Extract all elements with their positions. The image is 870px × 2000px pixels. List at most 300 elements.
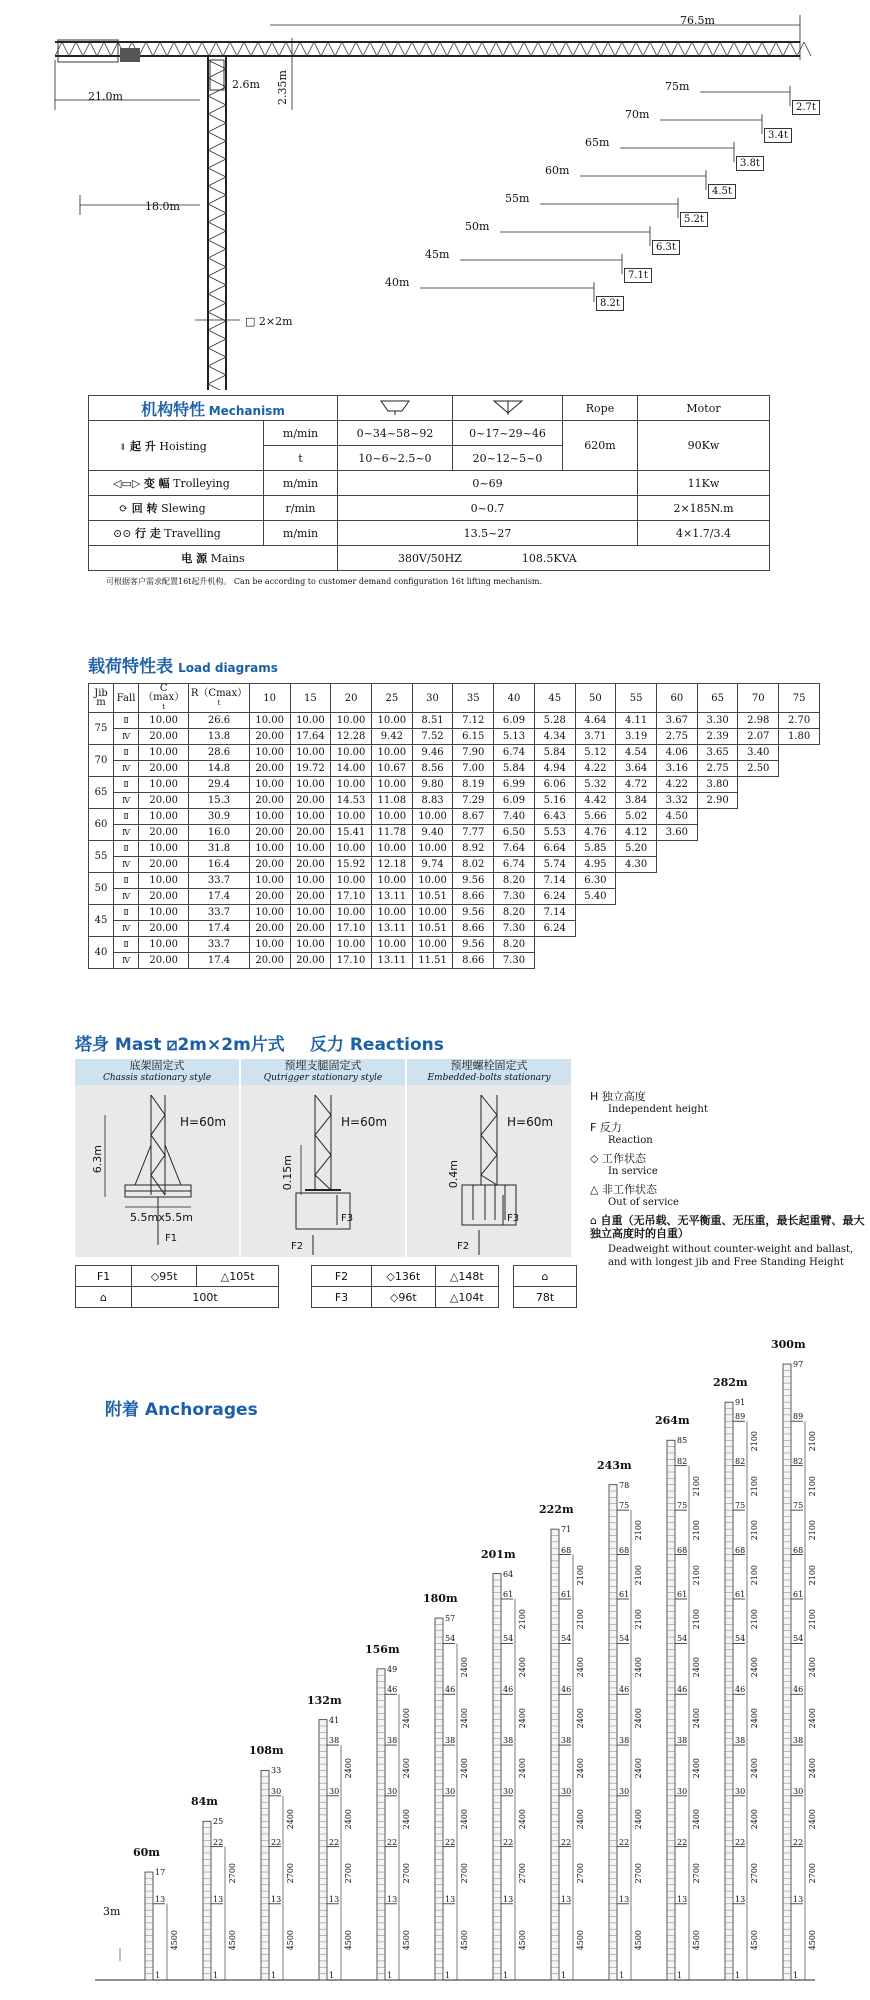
tie-gap: 2100	[692, 1475, 701, 1497]
radius-header: 55	[616, 684, 657, 713]
hoisting-b-speed: 0~17~29~46	[453, 421, 563, 446]
tie-section: 13	[155, 1894, 166, 1904]
load-cell: 10.00	[249, 905, 290, 921]
tie-gap: 2100	[808, 1475, 817, 1497]
load-cell: 5.84	[494, 761, 535, 777]
table-row	[89, 873, 820, 889]
mechanism-title-cn: 机构特性	[141, 399, 206, 419]
hoisting-b-load: 20~12~5~0	[453, 446, 563, 471]
rx3-weight: 78t	[514, 1287, 577, 1308]
tie-section: 54	[503, 1634, 514, 1644]
tie-section: 38	[445, 1736, 456, 1746]
load-cell: 10.00	[412, 809, 453, 825]
load-cell: 20.00	[290, 921, 331, 937]
mast-title: 塔身 Mast	[75, 1035, 162, 1055]
load-cell: 5.13	[494, 729, 535, 745]
tie-section: 38	[619, 1736, 630, 1746]
load-cell: 10.67	[371, 761, 412, 777]
tie-section: 30	[735, 1786, 746, 1796]
load-cell: 13.11	[371, 921, 412, 937]
load-cell: 10.00	[371, 873, 412, 889]
legend-cn: 工作状态	[601, 1152, 646, 1165]
load-cell: 13.8	[189, 729, 250, 745]
load-cell: Ⅳ	[114, 761, 139, 777]
load-cell: 6.09	[494, 713, 535, 729]
tie-section: 38	[677, 1736, 688, 1746]
tie-section: 22	[793, 1837, 804, 1847]
travelling-motor: 4×1.7/3.4	[638, 521, 770, 546]
legend-item	[590, 1090, 865, 1116]
load-cell: 14.00	[331, 761, 372, 777]
load-cell: 2.07	[738, 729, 779, 745]
tie-gap: 4500	[402, 1929, 411, 1951]
load-cell: 10.00	[331, 841, 372, 857]
mechanism-table	[88, 395, 770, 571]
tie-section: 61	[619, 1590, 630, 1599]
load-cell: 12.18	[371, 857, 412, 873]
hoisting-unit-speed: m/min	[264, 421, 338, 446]
load-cell: 3.80	[697, 777, 738, 793]
tie-gap: 2400	[692, 1758, 701, 1779]
tie-gap: 4500	[634, 1929, 643, 1951]
load-cell: 8.20	[494, 937, 535, 953]
outrigger-drawing	[241, 1085, 405, 1257]
cmax-unit: t	[162, 703, 166, 711]
load-cell: 20.00	[139, 793, 189, 809]
radius-header: 15	[290, 684, 331, 713]
cap-load-4: 5.2t	[680, 212, 708, 227]
tower-height: 108m	[249, 1744, 284, 1758]
load-cell: 9.40	[412, 825, 453, 841]
tie-gap: 2700	[808, 1863, 817, 1884]
tower-height: 222m	[539, 1503, 574, 1517]
mast-section-label: □ 2×2m	[245, 315, 293, 328]
tie-section: 54	[445, 1634, 456, 1644]
load-cell: 6.15	[453, 729, 494, 745]
radius-header: 20	[331, 684, 372, 713]
load-cell: 4.22	[575, 761, 616, 777]
load-cell: 10.00	[331, 809, 372, 825]
load-cell: 5.66	[575, 809, 616, 825]
slewing-value: 0~0.7	[338, 496, 638, 521]
load-cell: 10.00	[412, 937, 453, 953]
radius-header: 70	[738, 684, 779, 713]
load-cell: 6.43	[534, 809, 575, 825]
load-cell: 7.40	[494, 809, 535, 825]
tie-gap: 2100	[750, 1431, 759, 1452]
jib-length-label: 76.5m	[680, 14, 715, 27]
load-cell: 17.4	[189, 921, 250, 937]
tie-section: 22	[503, 1837, 514, 1847]
bolts-f2: F2	[457, 1241, 470, 1252]
rx1-f1: F1	[76, 1266, 132, 1287]
load-cell: Ⅳ	[114, 953, 139, 969]
load-cell: 8.66	[453, 953, 494, 969]
load-cell: 3.71	[575, 729, 616, 745]
load-cell: 9.56	[453, 873, 494, 889]
legend-item	[590, 1183, 865, 1209]
load-cell: 16.4	[189, 857, 250, 873]
load-title-en: Load diagrams	[178, 661, 278, 675]
tie-section: 30	[445, 1786, 456, 1796]
load-cell: 10.00	[249, 777, 290, 793]
load-cell: 10.00	[249, 713, 290, 729]
load-cell: 3.64	[616, 761, 657, 777]
load-cell: 20.00	[249, 761, 290, 777]
legend-item	[590, 1121, 865, 1147]
load-cell: 10.00	[412, 841, 453, 857]
load-cell: 28.6	[189, 745, 250, 761]
load-cell: 20.00	[249, 729, 290, 745]
load-cell: Ⅳ	[114, 825, 139, 841]
rx2-f2-in: ◇136t	[372, 1266, 436, 1287]
tie-section: 13	[329, 1894, 340, 1904]
tie-section: 30	[677, 1786, 688, 1796]
tie-gap: 4500	[228, 1929, 237, 1951]
load-cell: 7.77	[453, 825, 494, 841]
radius-header: 10	[249, 684, 290, 713]
load-cell: 8.19	[453, 777, 494, 793]
load-cell: 3.67	[657, 713, 698, 729]
tie-gap: 2100	[634, 1520, 643, 1541]
load-cell: 30.9	[189, 809, 250, 825]
tie-section: 75	[677, 1501, 688, 1511]
tie-gap: 4500	[460, 1929, 469, 1951]
tie-gap: 2400	[518, 1758, 527, 1779]
tie-section: 54	[619, 1634, 630, 1644]
load-cell: 3.84	[616, 793, 657, 809]
load-cell: 4.34	[534, 729, 575, 745]
tower-top-section: 57	[445, 1614, 456, 1624]
load-cell: 7.30	[494, 953, 535, 969]
tie-gap: 2400	[634, 1656, 643, 1678]
reaction-table-bolts	[513, 1265, 577, 1308]
load-cell: 13.11	[371, 953, 412, 969]
radius-header: 35	[453, 684, 494, 713]
cap-radius-6: 45m	[425, 248, 450, 261]
tie-gap: 2100	[692, 1520, 701, 1541]
tie-section: 13	[213, 1894, 224, 1904]
mains-en: Mains	[210, 552, 245, 565]
jib-header: Jib	[94, 688, 108, 699]
tie-section: 54	[677, 1634, 688, 1644]
load-cell: 4.64	[575, 713, 616, 729]
load-cell: 5.32	[575, 777, 616, 793]
travel-icon: ⊙⊙	[113, 527, 132, 540]
load-cell: 10.00	[139, 841, 189, 857]
table-row	[89, 953, 820, 969]
tie-gap: 2400	[634, 1809, 643, 1830]
slewing-motor: 2×185N.m	[638, 496, 770, 521]
tie-gap: 2700	[228, 1863, 237, 1884]
tie-gap: 2400	[344, 1809, 353, 1830]
tie-gap: 4500	[170, 1929, 179, 1951]
tower-height: 264m	[655, 1414, 690, 1428]
load-cell: Ⅳ	[114, 729, 139, 745]
legend-cn: 独立高度	[601, 1090, 646, 1103]
tie-gap: 2100	[808, 1431, 817, 1452]
load-cell: 26.6	[189, 713, 250, 729]
load-cell: 10.00	[331, 777, 372, 793]
deadweight-en: Deadweight without counter-weight and ballast, and with longest jib and Free Standing Height	[608, 1244, 854, 1268]
load-cell: 10.00	[371, 937, 412, 953]
load-cell: 8.66	[453, 889, 494, 905]
tie-gap: 2100	[750, 1609, 759, 1630]
tower-height: 180m	[423, 1592, 458, 1606]
tower-height: 300m	[771, 1338, 806, 1352]
deadweight-cn: 自重（无吊载、无平衡重、无压重，最长起重臂、最大独立高度时的自重）	[590, 1214, 865, 1240]
mains-voltage: 380V/50HZ	[398, 551, 462, 565]
tie-section: 1	[677, 1971, 683, 1980]
load-cell: 4.50	[657, 809, 698, 825]
legend-en: Reaction	[608, 1135, 653, 1146]
load-cell: 20.00	[139, 953, 189, 969]
load-cell: 5.85	[575, 841, 616, 857]
load-cell: 4.72	[616, 777, 657, 793]
load-cell: 19.72	[290, 761, 331, 777]
travelling-en: Travelling	[164, 527, 221, 540]
load-cell: 6.74	[494, 857, 535, 873]
panel-bolts	[407, 1059, 571, 1257]
tower-top-section: 91	[735, 1398, 746, 1408]
load-cell: 7.90	[453, 745, 494, 761]
load-cell: 14.8	[189, 761, 250, 777]
tie-gap: 4500	[286, 1929, 295, 1951]
load-cell: 8.20	[494, 905, 535, 921]
rcmax-unit: t	[217, 698, 221, 707]
legend-cn: 非工作状态	[601, 1183, 657, 1196]
tie-gap: 2400	[634, 1707, 643, 1728]
load-cell: 4.42	[575, 793, 616, 809]
load-cell: 7.29	[453, 793, 494, 809]
rx2-f3-in: ◇96t	[372, 1287, 436, 1308]
tie-gap: 2100	[576, 1564, 585, 1586]
load-cell: 10.00	[139, 745, 189, 761]
load-cell: 10.00	[249, 809, 290, 825]
load-cell: 9.46	[412, 745, 453, 761]
load-cell: 6.30	[575, 873, 616, 889]
load-cell: 20.00	[290, 953, 331, 969]
load-cell: 8.67	[453, 809, 494, 825]
travelling-unit: m/min	[264, 521, 338, 546]
load-cell: 2.50	[738, 761, 779, 777]
load-cell: 5.02	[616, 809, 657, 825]
tie-section: 46	[503, 1685, 514, 1695]
tower-top-section: 41	[329, 1715, 340, 1725]
load-cell: 20.00	[139, 921, 189, 937]
load-cell: 1.80	[779, 729, 820, 745]
load-cell: 10.00	[331, 905, 372, 921]
load-cell: 20.00	[139, 761, 189, 777]
tie-section: 1	[445, 1971, 451, 1980]
tie-gap: 2700	[402, 1863, 411, 1884]
load-cell: 12.28	[331, 729, 372, 745]
load-cell: 11.78	[371, 825, 412, 841]
tie-gap: 2700	[634, 1863, 643, 1884]
load-cell: Ⅱ	[114, 905, 139, 921]
legend-symbol: ◇	[590, 1152, 599, 1165]
tower-height: 282m	[713, 1376, 748, 1390]
tie-section: 1	[155, 1971, 161, 1980]
load-cell: Ⅳ	[114, 793, 139, 809]
load-cell: Ⅳ	[114, 857, 139, 873]
tie-section: 13	[445, 1894, 456, 1904]
load-cell: 33.7	[189, 905, 250, 921]
load-cell: 8.66	[453, 921, 494, 937]
slewing-cn: 回 转	[131, 502, 158, 515]
load-cell: 9.80	[412, 777, 453, 793]
travelling-value: 13.5~27	[338, 521, 638, 546]
tie-section: 13	[503, 1894, 514, 1904]
tie-section: 1	[271, 1971, 277, 1980]
load-cell: 17.64	[290, 729, 331, 745]
fall-header: Fall	[114, 684, 139, 713]
load-cell: Ⅳ	[114, 889, 139, 905]
load-cell: 8.02	[453, 857, 494, 873]
cap-load-7: 8.2t	[596, 296, 624, 311]
load-cell: 10.00	[331, 937, 372, 953]
radius-header: 25	[371, 684, 412, 713]
load-cell: 6.64	[534, 841, 575, 857]
load-cell: 9.56	[453, 905, 494, 921]
load-cell: 7.14	[534, 905, 575, 921]
tie-gap: 2400	[286, 1809, 295, 1830]
mechanism-title-en: Mechanism	[208, 403, 285, 418]
tie-section: 1	[503, 1971, 509, 1980]
jib-cell: 70	[89, 745, 114, 777]
panel-chassis-en: Chassis stationary style	[102, 1073, 212, 1083]
load-cell: 2.98	[738, 713, 779, 729]
tie-gap: 2400	[808, 1707, 817, 1728]
tie-section: 1	[213, 1971, 219, 1980]
tie-gap: 2100	[576, 1609, 585, 1630]
legend-en: Out of service	[608, 1197, 679, 1208]
tie-section: 46	[561, 1685, 572, 1695]
tie-gap: 2400	[692, 1656, 701, 1678]
tie-section: 22	[329, 1837, 340, 1847]
load-cell: 5.74	[534, 857, 575, 873]
bolts-h: H=60m	[507, 1115, 554, 1129]
radius-header: 45	[534, 684, 575, 713]
tie-gap: 2400	[460, 1707, 469, 1728]
load-cell: 2.90	[697, 793, 738, 809]
tower-top-section: 64	[503, 1569, 514, 1579]
tie-section: 13	[561, 1894, 572, 1904]
rx1-weight-icon: ⌂	[76, 1287, 132, 1308]
cap-radius-0: 75m	[665, 80, 690, 93]
tie-section: 82	[735, 1456, 746, 1466]
load-cell: 10.00	[412, 873, 453, 889]
table-row	[89, 809, 820, 825]
load-cell: 20.00	[249, 953, 290, 969]
cap-radius-5: 50m	[465, 220, 490, 233]
radius-header: 40	[494, 684, 535, 713]
load-cell: 15.41	[331, 825, 372, 841]
load-cell: Ⅱ	[114, 777, 139, 793]
hoisting-a-speed: 0~34~58~92	[338, 421, 453, 446]
load-cell: 7.30	[494, 889, 535, 905]
load-cell: 10.00	[331, 873, 372, 889]
load-cell: 33.7	[189, 937, 250, 953]
load-cell: 10.00	[371, 713, 412, 729]
tie-section: 38	[387, 1736, 398, 1746]
tie-gap: 2400	[460, 1656, 469, 1678]
tie-section: 46	[445, 1685, 456, 1695]
jib-cell: 50	[89, 873, 114, 905]
load-cell: Ⅱ	[114, 745, 139, 761]
slewing-unit: r/min	[264, 496, 338, 521]
table-row	[89, 761, 820, 777]
load-cell: 17.4	[189, 889, 250, 905]
outrigger-f2: F2	[291, 1241, 304, 1252]
tie-section: 68	[677, 1545, 688, 1555]
load-cell: 6.99	[494, 777, 535, 793]
table-row	[89, 793, 820, 809]
load-cell: 4.30	[616, 857, 657, 873]
load-cell: 7.30	[494, 921, 535, 937]
tie-section: 13	[677, 1894, 688, 1904]
load-cell: 15.92	[331, 857, 372, 873]
tie-gap: 2400	[634, 1758, 643, 1779]
anchorages-section	[0, 1338, 870, 2000]
tower-height: 84m	[191, 1795, 218, 1809]
tie-gap: 2100	[808, 1520, 817, 1541]
load-cell: 3.65	[697, 745, 738, 761]
table-row	[89, 857, 820, 873]
rcmax-header: R（Cmax）	[190, 687, 248, 699]
load-cell: 20.00	[249, 793, 290, 809]
radius-header: 60	[657, 684, 698, 713]
tie-section: 30	[329, 1786, 340, 1796]
tie-section: 22	[213, 1837, 224, 1847]
tie-section: 13	[619, 1894, 630, 1904]
tie-section: 89	[793, 1412, 804, 1422]
tower-height: 201m	[481, 1547, 516, 1561]
tie-gap: 2400	[750, 1809, 759, 1830]
tie-section: 38	[561, 1736, 572, 1746]
chassis-h: H=60m	[180, 1115, 227, 1129]
load-cell: 20.00	[249, 889, 290, 905]
tie-section: 61	[503, 1590, 514, 1599]
hoisting-rope: 620m	[563, 421, 638, 471]
tie-section: 1	[793, 1971, 799, 1980]
load-cell: 4.11	[616, 713, 657, 729]
tie-section: 1	[387, 1971, 393, 1980]
tie-gap: 2700	[692, 1863, 701, 1884]
hoist-icon: ⇕	[119, 442, 127, 453]
reactions-title: 反力 Reactions	[309, 1035, 444, 1055]
tie-gap: 2100	[750, 1475, 759, 1497]
load-cell: 20.00	[249, 857, 290, 873]
tie-section: 54	[735, 1634, 746, 1644]
tower-height: 156m	[365, 1642, 400, 1656]
tower-height: 60m	[133, 1846, 160, 1860]
tie-gap: 2100	[808, 1564, 817, 1586]
load-cell: 4.06	[657, 745, 698, 761]
tie-section: 13	[793, 1894, 804, 1904]
tie-section: 68	[735, 1545, 746, 1555]
load-cell: 20.00	[290, 889, 331, 905]
load-cell: 15.3	[189, 793, 250, 809]
load-cell: 5.28	[534, 713, 575, 729]
load-cell: 5.84	[534, 745, 575, 761]
rx2-f3-out: △104t	[435, 1287, 499, 1308]
load-cell: 10.00	[290, 809, 331, 825]
tie-section: 1	[561, 1971, 567, 1980]
chassis-dim-h: 5.5mx5.5m	[130, 1211, 193, 1224]
table-row	[89, 745, 820, 761]
tie-gap: 2100	[634, 1609, 643, 1630]
